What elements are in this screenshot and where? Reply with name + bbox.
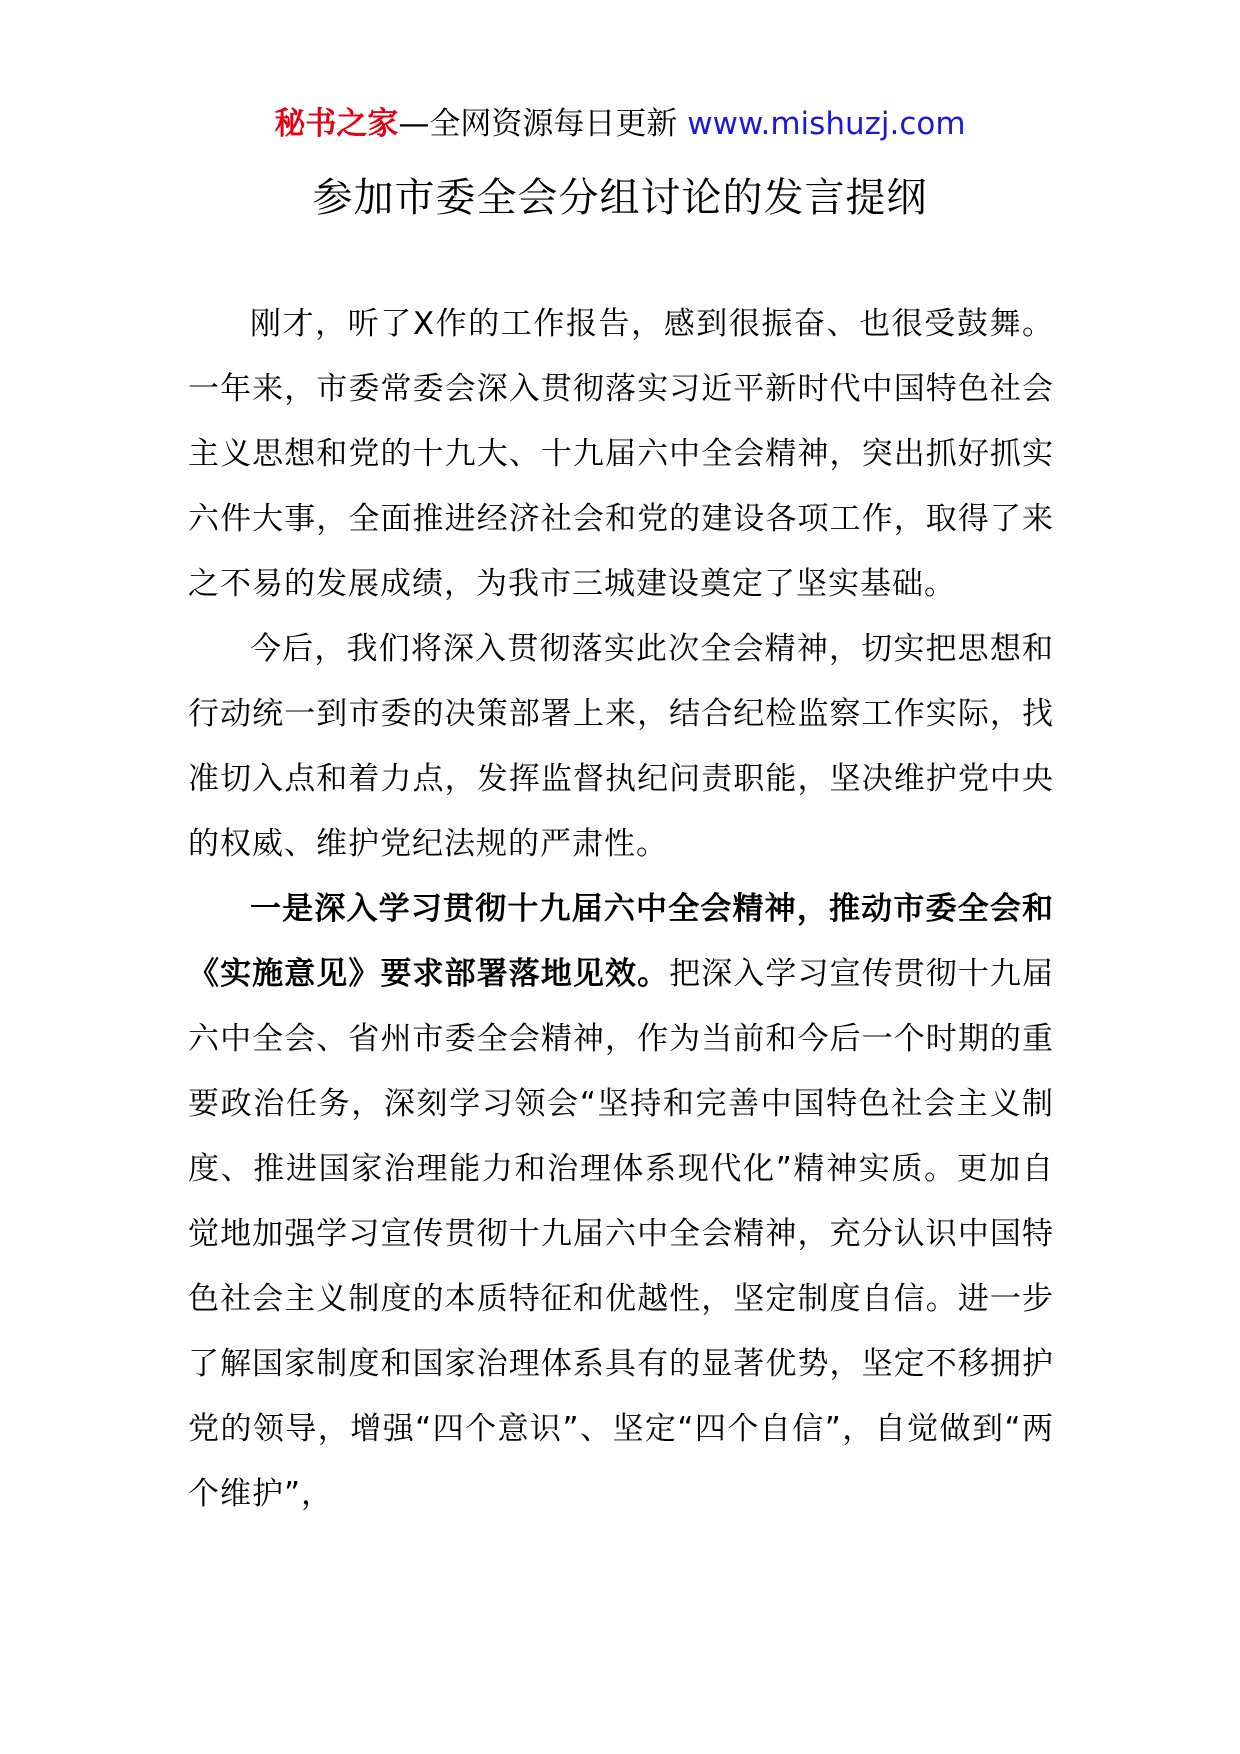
paragraph-2 [188,617,1054,877]
brand-name: 秘书之家 [274,106,399,142]
site-url: www.mishuzj.com [687,106,966,142]
document-body [188,292,1054,1527]
paragraph-text: 今后，我们将深入贯彻落实此次全会精神，切实把思想和行动统一到市委的决策部署上来，结合纪检监察工作实际，找准切入点和着力点，发挥监督执纪问责职能，坚决维护党中央的权威、维护党纪法规的严肃性。 [188,631,1054,862]
document-title: 参加市委全会分组讨论的发言提纲 [312,175,928,221]
paragraph-lead: 一是深入学习贯彻十九届六中全会精神，推动市委全会和《实施意见》要求部署落地见效。 [188,891,1054,992]
paragraph-1 [188,292,1054,617]
paragraph-text: 刚才，听了X作的工作报告，感到很振奋、也很受鼓舞。一年来，市委常委会深入贯彻落实习近平新时代中国特色社会主义思想和党的十九大、十九届六中全会精神，突出抓好抓实六件大事，全面推进经济社会和党的建设各项工作，取得了来之不易的发展成绩，为我市三城建设奠定了坚实基础。 [188,306,1054,602]
header-tagline: —全网资源每日更新 [398,106,678,142]
paragraph-text: 把深入学习宣传贯彻十九届六中全会、省州市委全会精神，作为当前和今后一个时期的重要政治任务，深刻学习领会“坚持和完善中国特色社会主义制度、推进国家治理能力和治理体系现代化”精神实质。更加自觉地加强学习宣传贯彻十九届六中全会精神，充分认识中国特色社会主义制度的本质特征和优越性，坚定制度自信。进一步了解国家制度和国家治理体系具有的显著优势，坚定不移拥护党的领导，增强“四个意识”、坚定“四个自信”，自觉做到“两个维护”， [188,956,1055,1512]
site-header [0,100,1240,148]
paragraph-3 [188,877,1054,1527]
